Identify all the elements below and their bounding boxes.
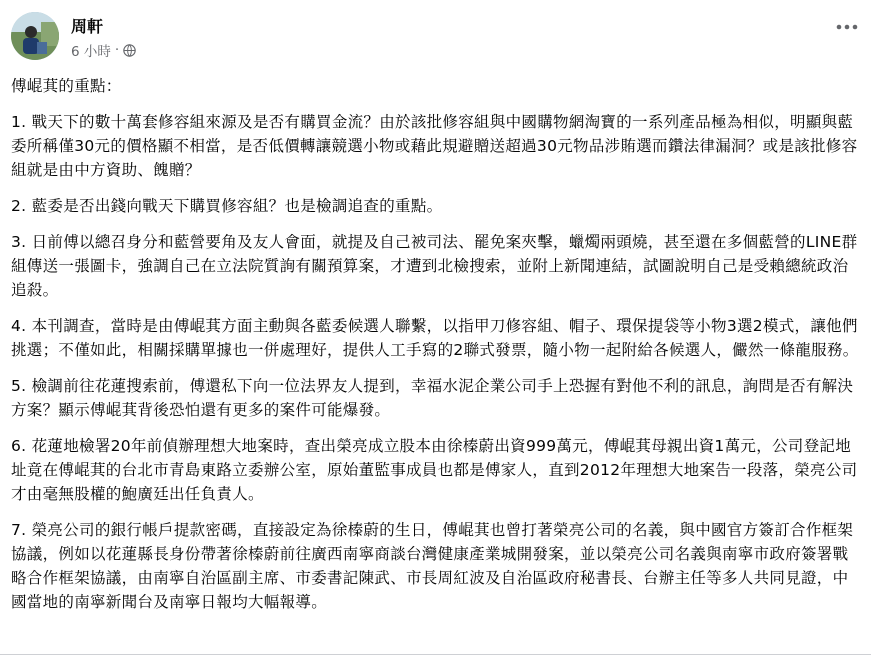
- post-paragraph: 4. 本刊調查，當時是由傅崐萁方面主動與各藍委候選人聯繫，以指甲刀修容組、帽子、環保提袋等小物3選2模式，讓他們挑選；不僅如此，相關採購單據也一併處理好，提供人工手寫的2聯式發票，隨小物一起附給各候選人，儼然一條龍服務。: [11, 317, 859, 359]
- post-paragraph: 5. 檢調前往花蓮搜索前，傅還私下向一位法界友人提到，幸福水泥企業公司手上恐握有對他不利的訊息，詢問是否有解決方案？顯示傅崐萁背後恐怕還有更多的案件可能爆發。: [11, 377, 854, 419]
- post-paragraph: 7. 榮亮公司的銀行帳戶提款密碼，直接設定為徐榛蔚的生日，傅崐萁也曾打著榮亮公司的名義，與中國官方簽訂合作框架協議，例如以花蓮縣長身份帶著徐榛蔚前往廣西南寧商談台灣健康產業城開發案，並以榮亮公司名義與南寧市政府簽署戰略合作框架協議，由南寧自治區副主席、市委書記陳武、市長周紅波及自治區政府秘書長、台辦主任等多人共同見證，中國當地的南寧新聞台及南寧日報均大幅報導。: [11, 521, 854, 611]
- post-paragraph: 6. 花蓮地檢署20年前偵辦理想大地案時，查出榮亮成立股本由徐榛蔚出資999萬元，傅崐萁母親出資1萬元，公司登記地址竟在傅崐萁的台北市青島東路立委辦公室，原始董監事成員也都是傅家人，直到2012年理想大地案告一段落，榮亮公司才由毫無股權的鮑廣廷出任負責人。: [11, 437, 858, 503]
- meta-separator: ·: [114, 42, 120, 58]
- post-time[interactable]: 6 小時: [71, 44, 111, 60]
- post-body: [11, 74, 863, 626]
- divider: [0, 654, 871, 655]
- globe-icon[interactable]: [123, 44, 136, 57]
- avatar[interactable]: [11, 12, 59, 60]
- more-options-button[interactable]: [831, 8, 863, 40]
- post-header: [11, 12, 861, 62]
- post-meta: [71, 40, 136, 60]
- post-paragraph: 3. 日前傅以總召身分和藍營要角及友人會面，就提及自己被司法、罷免案夾擊，蠟燭兩頭燒，甚至還在多個藍營的LINE群組傳送一張圖卡，強調自己在立法院質詢有關預算案，才遭到北檢搜索，並附上新聞連結，試圖說明自己是受賴總統政治追殺。: [11, 233, 858, 299]
- post-paragraph: 2. 藍委是否出錢向戰天下購買修容組？也是檢調追查的重點。: [11, 197, 443, 215]
- post-paragraph: 1. 戰天下的數十萬套修容組來源及是否有購買金流？由於該批修容組與中國購物網淘寶的一系列產品極為相似，明顯與藍委所稱僅30元的價格顯不相當，是否低價轉讓競選小物或藉此規避贈送超過30元物品涉賄選而鑽法律漏洞？或是該批修容組就是由中方資助、餽贈？: [11, 113, 858, 179]
- post-intro: 傅崐萁的重點：: [11, 77, 122, 95]
- more-horizontal-icon: [836, 15, 858, 34]
- author-name[interactable]: 周軒: [71, 17, 104, 36]
